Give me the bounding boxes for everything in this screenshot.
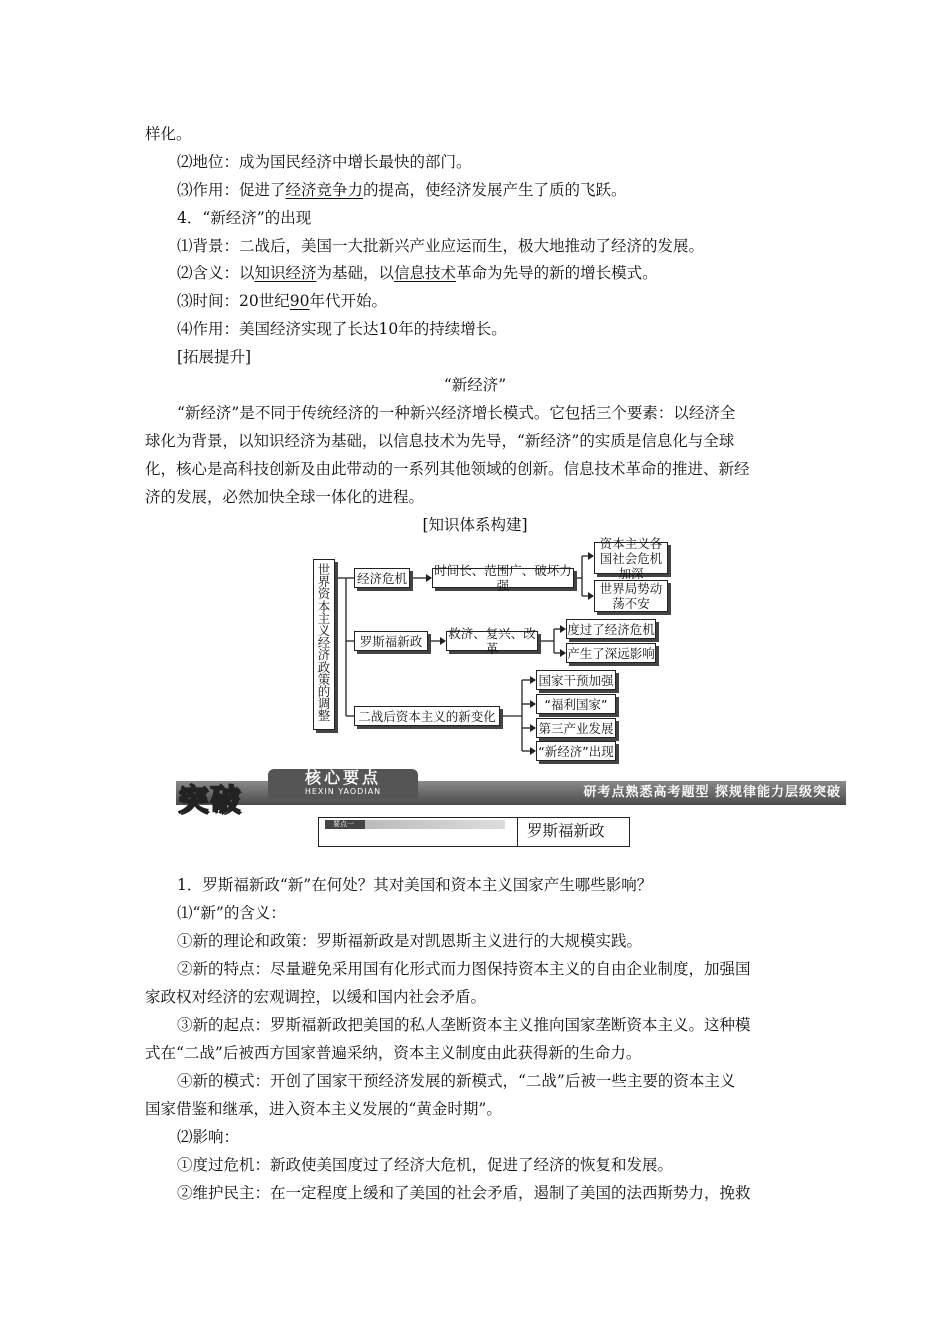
text-line: 1．罗斯福新政“新”在何处？其对美国和资本主义国家产生哪些影响？ [177,876,653,894]
text-line: ①度过危机：新政使美国度过了经济大危机，促进了经济的恢复和发展。 [177,1156,674,1174]
text-segment: ⑵含义：以 [177,264,255,282]
text-line: 式在“二战”后被西方国家普遍采纳，资本主义制度由此获得新的生命力。 [145,1044,642,1062]
text-line: ②维护民主：在一定程度上缓和了美国的社会矛盾，遏制了美国的法西斯势力，挽救 [177,1184,751,1202]
expand-paragraph-line: 化，核心是高科技创新及由此带动的一系列其他领域的创新。信息技术革命的推进、新经 [145,460,750,478]
text-line: ⑴“新”的含义： [177,904,286,922]
text-line: ④新的模式：开创了国家干预经济发展的新模式，“二战”后被一些主要的资本主义 [177,1072,736,1090]
text-line: ②新的特点：尽量避免采用国有化形式而力图保持资本主义的自由企业制度，加强国 [177,960,751,978]
section-heading: 4．“新经济”的出现 [177,209,312,227]
text-line: ⑷作用：美国经济实现了长达10年的持续增长。 [177,320,507,338]
text-segment: 的提高，使经济发展产生了质的飞跃。 [363,181,627,199]
expand-paragraph-line: 球化为背景，以知识经济为基础，以信息技术为先导，“新经济”的实质是信息化与全球 [145,432,735,450]
banner-slogan: 研考点熟悉高考题型 探规律能力层级突破 [583,785,841,800]
diagram-root: 世界资本主义经济政策的调整 [313,559,335,730]
text-line: ⑵地位：成为国民经济中增长最快的部门。 [177,153,472,171]
diagram-node: 罗斯福新政 [354,631,428,651]
underlined-term: 90 [289,292,310,310]
text-line: ⑵影响： [177,1128,240,1146]
expand-paragraph-line: 济的发展，必然加快全球一体化的进程。 [145,488,425,506]
diagram-node: “新经济”出现 [536,741,616,761]
text-line: ①新的理论和政策：罗斯福新政是对凯恩斯主义进行的大规模实践。 [177,932,643,950]
diagram-node: 产生了深远影响 [566,643,656,663]
expand-paragraph-line: “新经济”是不同于传统经济的一种新兴经济增长模式。它包括三个要素：以经济全 [177,404,736,422]
diagram-node: 二战后资本主义的新变化 [354,706,500,726]
diagram-node: 经济危机 [354,568,410,588]
text-line: 样化。 [145,125,192,143]
diagram-node: 救济、复兴、改革 [446,631,538,651]
diagram-node: “福利国家” [536,694,616,714]
underlined-term: 经济竞争力 [285,181,364,199]
text-line: 国家借鉴和继承，进入资本主义发展的“黄金时期”。 [145,1100,502,1118]
expand-title: “新经济” [443,376,507,394]
banner-badge-title: 核心要点 [304,768,381,787]
diagram-node: 国家干预加强 [536,670,616,690]
text-line: ⑴背景：二战后，美国一大批新兴产业应运而生，极大地推动了经济的发展。 [177,237,705,255]
divider [517,818,518,846]
banner-badge-pinyin: HEXIN YAODIAN [304,787,382,796]
underlined-term: 知识经济 [254,264,317,282]
banner-badge [268,769,418,799]
keypoint-title: 罗斯福新政 [527,822,605,840]
text-segment: 革命为先导的新的增长模式。 [456,264,658,282]
diagram-node: 世界局势动荡不安 [594,580,668,612]
diagram-node: 第三产业发展 [536,718,616,738]
section-banner [176,768,846,818]
diagram-node: 时间长、范围广、破坏力强 [432,568,574,588]
underlined-term: 信息技术 [394,264,457,282]
text-line: ③新的起点：罗斯福新政把美国的私人垄断资本主义推向国家垄断资本主义。这种模 [177,1016,751,1034]
banner-title: 突破 [178,783,242,818]
text-segment: ⑶作用：促进了 [177,181,286,199]
expand-label: [拓展提升] [177,348,252,366]
text-segment: ⑶时间：20世纪 [177,292,290,310]
diagram-label: [知识体系构建] [422,516,528,534]
keypoint-header [318,817,630,847]
diagram-node: 资本主义各国社会危机加深 [594,542,668,574]
keypoint-tag: 要点一 [325,820,505,829]
diagram-node: 度过了经济危机 [566,619,656,639]
text-line: 家政权对经济的宏观调控，以缓和国内社会矛盾。 [145,988,487,1006]
text-segment: 为基础，以 [316,264,395,282]
text-segment: 年代开始。 [309,292,387,310]
